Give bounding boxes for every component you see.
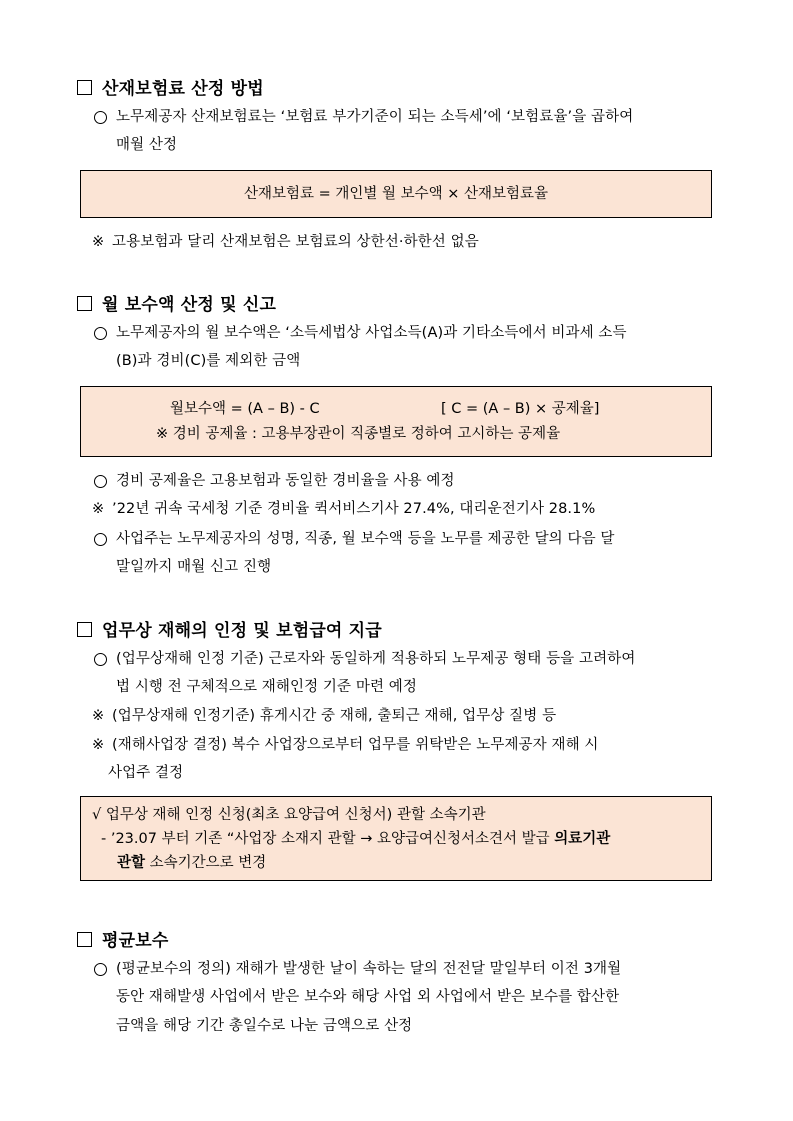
paragraph-line: 매월 산정 <box>116 137 178 153</box>
checkbox-square-icon <box>77 296 92 311</box>
paragraph-line: 금액을 해당 기간 총일수로 나눈 금액으로 산정 <box>116 1018 413 1034</box>
paragraph-line: 동안 재해발생 사업에서 받은 보수와 해당 사업 외 사업에서 받은 보수를 합산한 <box>116 989 620 1005</box>
paragraph-line: (업무상재해 인정 기준) 근로자와 동일하게 적용하되 노무제공 형태 등을 고려하여 <box>116 651 636 667</box>
checkbox-square-icon <box>77 622 92 637</box>
section-title-text: 평균보수 <box>102 931 169 951</box>
circle-bullet-icon <box>94 960 107 981</box>
circle-bullet-icon <box>94 530 107 551</box>
paragraph-line: (재해사업장 결정) 복수 사업장으로부터 업무를 위탁받은 노무제공자 재해 시 <box>112 737 599 753</box>
paragraph-line: 경비 공제율은 고용보험과 동일한 경비율을 사용 예정 <box>116 473 455 489</box>
paragraph-line: (B)과 경비(C)를 제외한 금액 <box>116 353 301 369</box>
info-box-accident-application <box>80 796 712 881</box>
checkbox-square-icon <box>77 80 92 95</box>
note-marker: ※ <box>92 708 105 724</box>
circle-bullet-icon <box>94 108 107 129</box>
formula-box-monthly-pay <box>80 386 712 457</box>
dash-line-bold: 의료기관 <box>554 831 611 847</box>
paragraph-line: 사업주는 노무제공자의 성명, 직종, 월 보수액 등을 노무를 제공한 달의 다음 달 <box>116 531 615 547</box>
formula-box-premium <box>80 170 712 218</box>
section-title-industrial-accident <box>77 616 382 641</box>
checkbox-square-icon <box>77 932 92 947</box>
dash-line-continuation <box>117 854 266 872</box>
circle-bullet-icon <box>94 472 107 493</box>
paragraph-line: (업무상재해 인정기준) 휴게시간 중 재해, 출퇴근 재해, 업무상 질병 등 <box>112 708 557 724</box>
paragraph-line: 사업주 결정 <box>108 765 184 781</box>
paragraph-line: 노무제공자 산재보험료는 ‘보험료 부가기준이 되는 소득세’에 ‘보험료율’을 곱하여 <box>116 109 634 125</box>
dash-line2-bold: 관할 <box>117 855 146 871</box>
section-title-average-pay <box>77 926 169 951</box>
formula-left-text: 월보수액 = (A – B) - C <box>170 401 320 417</box>
note-marker: ※ <box>92 737 105 753</box>
paragraph-line: 법 시행 전 구체적으로 재해인정 기준 마련 예정 <box>116 679 417 695</box>
note-text: 고용보험과 달리 산재보험은 보험료의 상한선·하한선 없음 <box>112 234 479 250</box>
paragraph-line: ’22년 귀속 국세청 기준 경비율 퀵서비스기사 27.4%, 대리운전기사 28.1% <box>112 501 596 517</box>
section-title-monthly-pay <box>77 290 276 315</box>
dash-line2-rest: 소속기간으로 변경 <box>145 855 267 871</box>
section-title-text: 업무상 재해의 인정 및 보험급여 지급 <box>102 621 382 641</box>
circle-bullet-icon <box>94 324 107 345</box>
formula-text: 산재보험료 = 개인별 월 보수액 × 산재보험료율 <box>243 186 549 202</box>
paragraph-line: 노무제공자의 월 보수액은 ‘소득세법상 사업소득(A)과 기타소득에서 비과세 소득 <box>116 325 627 341</box>
check-line-text: √ 업무상 재해 인정 신청(최초 요양급여 신청서) 관할 소속기관 <box>92 807 486 823</box>
section-title-text: 산재보험료 산정 방법 <box>102 79 264 99</box>
circle-bullet-icon <box>94 650 107 671</box>
section-title-premium-calculation <box>77 74 264 99</box>
note-marker: ※ <box>92 234 105 250</box>
section-title-text: 월 보수액 산정 및 신고 <box>102 295 277 315</box>
dash-line-start: - ’23.07 부터 기존 “사업장 소재지 관할 → 요양급여신청서소견서 발급 <box>101 831 555 847</box>
note-marker: ※ <box>92 501 105 517</box>
paragraph-line: (평균보수의 정의) 재해가 발생한 날이 속하는 달의 전전달 말일부터 이전 3개월 <box>116 961 622 977</box>
dash-line-text <box>101 830 610 848</box>
formula-note-text: ※ 경비 공제율 : 고용부장관이 직종별로 정하여 고시하는 공제율 <box>156 426 561 442</box>
formula-right-text: [ C = (A – B) × 공제율] <box>441 401 600 417</box>
paragraph-line: 말일까지 매월 신고 진행 <box>116 559 272 575</box>
